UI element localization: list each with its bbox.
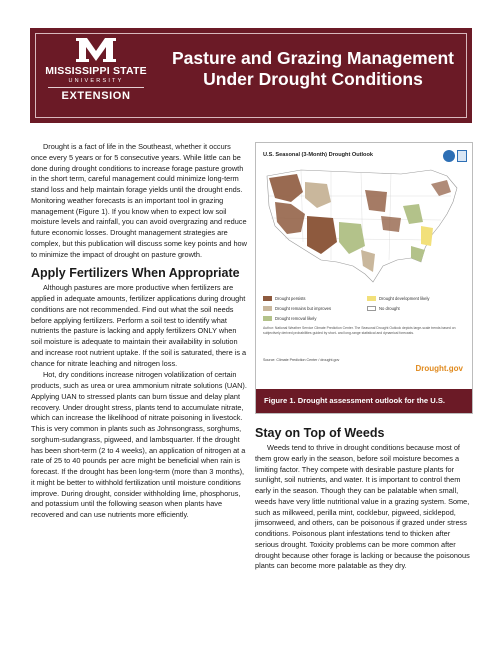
page-title <box>158 48 468 90</box>
msu-extension-logo <box>42 36 150 112</box>
map-credit: Source: Climate Prediction Center / drought.gov <box>263 358 340 362</box>
title-line-2: Under Drought Conditions <box>203 69 423 89</box>
legend-swatch <box>367 296 376 301</box>
intro-paragraph: Drought is a fact of life in the Southeast, whether it occurs once every 5 years or for 5 consecutive years. While little can be done during drought conditions to increase forage pasture growth in the short term, careful management could minimize long-term stand loss and help maintain forage yields until the drought ends. Monitoring weather forecasts is an important tool in grazing management (Figure 1). If you know when to expect low soil moisture levels and rainfall, you can avoid overgrazing and reduce future economic losses. Drought management strategies are complex, but this publication will discuss some key points and how to minimize the impact of drought on pasture growth. <box>31 142 247 259</box>
title-line-1: Pasture and Grazing Management <box>171 48 454 68</box>
fertilizer-paragraph-1: Although pastures are more productive when fertilizers are applied in adequate amounts, fertilizer applications during drought conditions are not recommended. Find out what the soil needs before applying fertilizers. Perform a soil test to identify what nutrients the pasture is lacking and apply fertilizers ONLY when soil moisture is adequate to maintain their availability in solution and increase root nutrient uptake. If the soil is saturated, there is a chance for nitrate leaching and nitrogen loss. <box>31 283 247 368</box>
legend-swatch <box>263 316 272 321</box>
header-banner <box>30 28 472 123</box>
logo-extension: EXTENSION <box>61 90 131 102</box>
weeds-paragraph: Weeds tend to thrive in drought conditions because most of them grow early in the season, before soil moisture becomes a limiting factor. They compete with desirable pasture plants for sunlight, soil nutrients, and water. It is important to control them early in the season. Though they can be palatable when small, weeds have very little nutritional value in a grazing system. Some, such as milkweed, perilla mint, cocklebur, pigweed, sicklepod, jimsonweed, and others, can be poisonous if grazed under stress conditions. Poisonous plant infestations tend to thicken after serious drought. Toxicity problems can be more common after drought because other forage is lacking or because the poisonous plants can become more palatable as they dry. <box>255 443 470 571</box>
map-fine-print: Author: National Weather Service Climate Prediction Center. The Seasonal Drought Outlook depicts large-scale trends based on subjectively derived probabilities guided by short- and long-range statistical and dynamical forecasts. <box>263 326 456 335</box>
map-title: U.S. Seasonal (3-Month) Drought Outlook <box>263 152 374 158</box>
msu-m-icon <box>73 36 119 64</box>
logo-divider <box>48 87 144 88</box>
legend-swatch <box>367 306 376 311</box>
figure-drought-outlook <box>255 142 473 414</box>
us-map-graphic <box>261 162 469 292</box>
right-column <box>255 142 473 572</box>
drought-map <box>257 144 471 392</box>
legend-swatch <box>263 306 272 311</box>
left-column <box>31 142 247 521</box>
figure-caption: Figure 1. Drought assessment outlook for the U.S. <box>256 389 472 413</box>
logo-name: MISSISSIPPI STATE <box>45 65 147 77</box>
noaa-logo-icon <box>443 150 455 162</box>
legend-item-persists: Drought persists <box>263 296 306 301</box>
legend-item-removal: Drought removal likely <box>263 316 316 321</box>
legend-swatch <box>263 296 272 301</box>
legend-item-no-drought: No drought <box>367 306 400 311</box>
fertilizer-paragraph-2: Hot, dry conditions increase nitrogen volatilization of certain products, such as urea or urea ammonium nitrate solutions (UAN). Applying UAN to stressed plants can burn tissue and delay plant recovery. Under drought stress, plants tend to accumulate nitrate, which can increase the likelihood of nitrate poisoning in livestock. This is very common in plants such as Johnsongrass, sorghums, sorghum-sudangrass, pigweed, and lambsquarter. If the drought has been short-term (2 to 4 weeks), an application of nitrogen at a rate of 25 to 40 pounds per acre might be beneficial when rain is forecast. If the drought has been long-term (more than 3 months), it might be better to withhold fertilization until moisture conditions improve. During drought, consider withholding lime, phosphorus, and potassium until the following season when plants have recovered and can use nutrients more efficiently. <box>31 370 247 519</box>
nws-logo-icon <box>457 150 467 162</box>
legend-item-improves: Drought remains but improves <box>263 306 331 311</box>
legend-item-develops: Drought development likely <box>367 296 430 301</box>
section-heading-weeds: Stay on Top of Weeds <box>255 426 385 440</box>
section-heading-fertilizers: Apply Fertilizers When Appropriate <box>31 266 240 281</box>
logo-university: UNIVERSITY <box>68 78 124 84</box>
drought-gov-logo: Drought.gov <box>415 364 463 373</box>
